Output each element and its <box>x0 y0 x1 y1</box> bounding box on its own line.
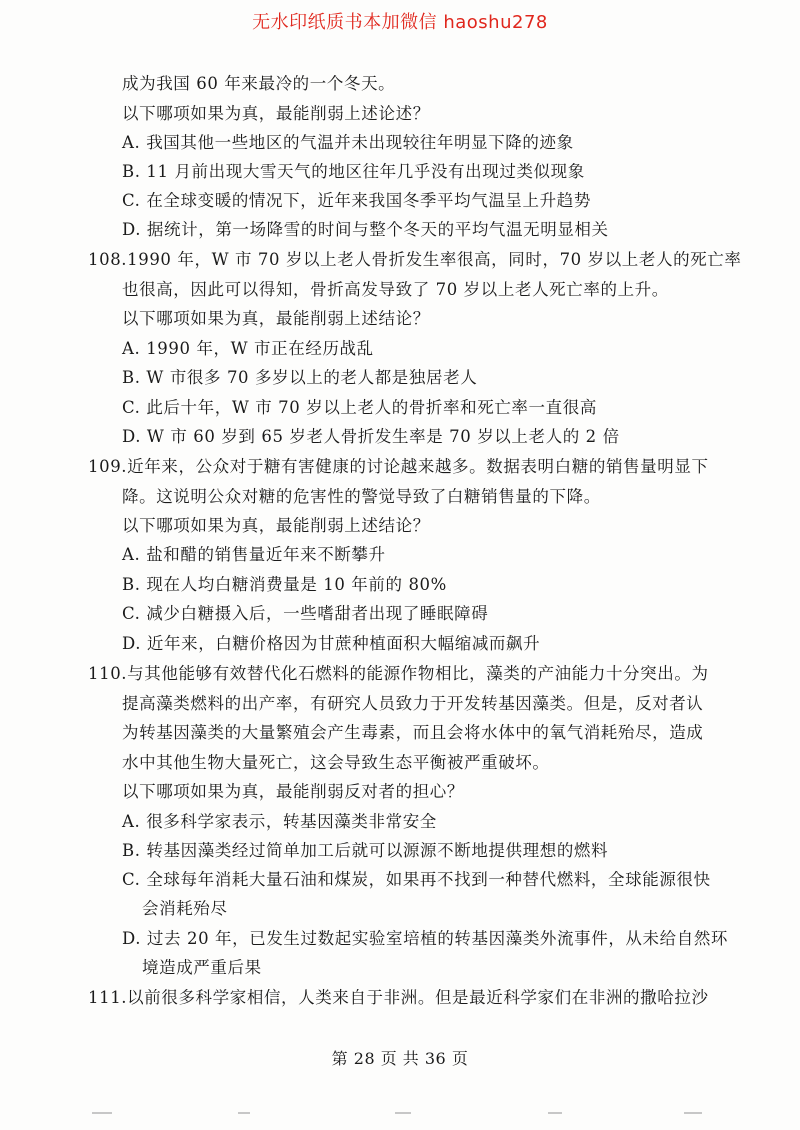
q109-option-b: B. 现在人均白糖消费量是 10 年前的 80% <box>122 575 447 594</box>
q108-option-d: D. W 市 60 岁到 65 岁老人骨折发生率是 70 岁以上老人的 2 倍 <box>122 427 620 446</box>
q111-stem-line-1: 111.以前很多科学家相信，人类来自于非洲。但是最近科学家们在非洲的撒哈拉沙 <box>88 986 709 1010</box>
prev-option-d: D. 据统计，第一场降雪的时间与整个冬天的平均气温无明显相关 <box>122 220 609 239</box>
q110-option-a: A. 很多科学家表示，转基因藻类非常安全 <box>122 812 437 831</box>
q110-option-d-line-2: 境造成严重后果 <box>142 958 262 977</box>
q110-option-c-line-2: 会消耗殆尽 <box>142 899 228 918</box>
q110-stem-line-4: 水中其他生物大量死亡，这会导致生态平衡被严重破坏。 <box>122 753 550 772</box>
q109-question: 以下哪项如果为真，最能削弱上述结论？ <box>122 516 430 535</box>
q108-option-a: A. 1990 年，W 市正在经历战乱 <box>122 339 374 358</box>
scan-speck <box>548 1112 562 1114</box>
prev-question: 以下哪项如果为真，最能削弱上述论述？ <box>122 104 430 123</box>
q108-option-c: C. 此后十年，W 市 70 岁以上老人的骨折率和死亡率一直很高 <box>122 398 597 417</box>
watermark-text: 无水印纸质书本加微信 haoshu278 <box>252 12 548 33</box>
scan-speck <box>238 1112 250 1114</box>
q108-stem-line-1: 108.1990 年，W 市 70 岁以上老人骨折发生率很高，同时，70 岁以上老人的死亡率 <box>88 248 742 272</box>
q108-number: 108. <box>88 250 128 269</box>
q110-number: 110. <box>88 664 128 683</box>
prev-option-b: B. 11 月前出现大雪天气的地区往年几乎没有出现过类似现象 <box>122 162 585 181</box>
q110-option-c-line-1: C. 全球每年消耗大量石油和煤炭，如果再不找到一种替代燃料，全球能源很快 <box>122 870 711 889</box>
prev-stem-line: 成为我国 60 年来最冷的一个冬天。 <box>122 74 396 93</box>
q110-question: 以下哪项如果为真，最能削弱反对者的担心？ <box>122 782 464 801</box>
q109-option-d: D. 近年来，白糖价格因为甘蔗种植面积大幅缩减而飙升 <box>122 634 541 653</box>
scan-speck <box>395 1112 411 1114</box>
q110-stem-line-1: 110.与其他能够有效替代化石燃料的能源作物相比，藻类的产油能力十分突出。为 <box>88 662 709 686</box>
q109-option-a: A. 盐和醋的销售量近年来不断攀升 <box>122 545 386 564</box>
q108-question: 以下哪项如果为真，最能削弱上述结论？ <box>122 309 430 328</box>
q109-number: 109. <box>88 457 128 476</box>
q108-option-b: B. W 市很多 70 多岁以上的老人都是独居老人 <box>122 368 478 387</box>
q108-stem-line-2: 也很高，因此可以得知，骨折高发导致了 70 岁以上老人死亡率的上升。 <box>122 280 669 299</box>
q110-option-b: B. 转基因藻类经过简单加工后就可以源源不断地提供理想的燃料 <box>122 841 609 860</box>
q109-stem-line-2: 降。这说明公众对糖的危害性的警觉导致了白糖销售量的下降。 <box>122 487 601 506</box>
prev-option-a: A. 我国其他一些地区的气温并未出现较往年明显下降的迹象 <box>122 133 574 152</box>
q109-option-c: C. 减少白糖摄入后，一些嗜甜者出现了睡眠障碍 <box>122 604 489 623</box>
q109-stem-line-1: 109.近年来，公众对于糖有害健康的讨论越来越多。数据表明白糖的销售量明显下 <box>88 455 709 479</box>
page-footer: 第 28 页 共 36 页 <box>331 1049 469 1068</box>
prev-option-c: C. 在全球变暖的情况下，近年来我国冬季平均气温呈上升趋势 <box>122 191 591 210</box>
scan-speck <box>684 1112 702 1114</box>
q111-number: 111. <box>88 988 128 1007</box>
q110-stem-line-2: 提高藻类燃料的出产率，有研究人员致力于开发转基因藻类。但是，反对者认 <box>122 694 704 713</box>
q110-stem-line-3: 为转基因藻类的大量繁殖会产生毒素，而且会将水体中的氧气消耗殆尽，造成 <box>122 723 704 742</box>
scan-speck <box>92 1112 112 1114</box>
q110-option-d-line-1: D. 过去 20 年，已发生过数起实验室培植的转基因藻类外流事件，从未给自然环 <box>122 929 729 948</box>
